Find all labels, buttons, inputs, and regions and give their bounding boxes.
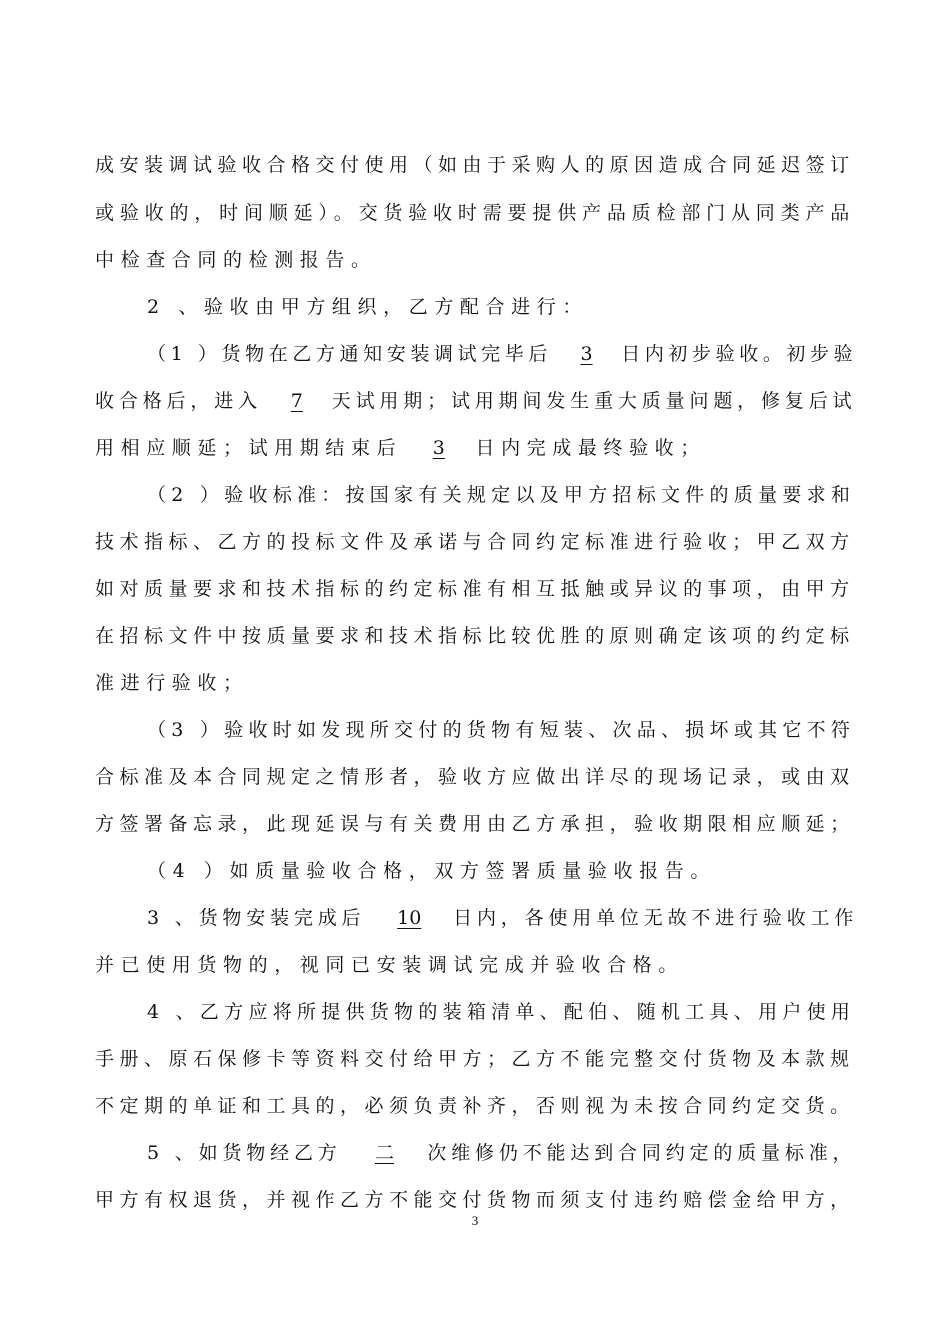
text-line: 收合格后，进入 7 天试用期；试用期间发生重大质量问题，修复后试	[95, 390, 857, 412]
filled-blank: 7	[290, 390, 303, 412]
text-line: 手册、原石保修卡等资料交付给甲方；乙方不能完整交付货物及本款规	[95, 1048, 855, 1070]
text-line: 4 、乙方应将所提供货物的装箱清单、配伯、随机工具、用户使用	[147, 1001, 856, 1023]
text-line: 或验收的，时间顺延）。交货验收时需要提供产品质检部门从同类产品	[95, 202, 856, 224]
filled-blank: 3	[432, 437, 445, 459]
text-line: 在招标文件中按质量要求和技术指标比较优胜的原则确定该项的约定标	[95, 625, 855, 647]
text-line: 甲方有权退货，并视作乙方不能交付货物而须支付违约赔偿金给甲方，	[95, 1189, 855, 1211]
text-line: 合标准及本合同规定之情形者，验收方应做出详尽的现场记录，或由双	[95, 766, 855, 788]
text-line: 中检查合同的检测报告。	[95, 249, 377, 271]
filled-blank: 二	[375, 1142, 395, 1164]
text-line: （1 ）货物在乙方通知安装调试完毕后 3 日内初步验收。初步验	[147, 343, 858, 365]
text-line: 5 、如货物经乙方 二 次维修仍不能达到合同约定的质量标准，	[147, 1142, 857, 1164]
filled-blank: 3	[580, 343, 593, 365]
text-line: 准进行验收；	[95, 672, 249, 694]
text-line: 不定期的单证和工具的，必须负责补齐，否则视为未按合同约定交货。	[95, 1095, 855, 1117]
text-line: 3 、货物安装完成后 10 日内，各使用单位无故不进行验收工作	[147, 907, 859, 929]
text-line: 并已使用货物的，视同已安装调试完成并验收合格。	[95, 954, 684, 976]
text-line: （3 ）验收时如发现所交付的货物有短装、次品、损坏或其它不符	[147, 719, 856, 741]
text-line: 如对质量要求和技术指标的约定标准有相互抵触或异议的事项，由甲方	[95, 578, 855, 600]
page-number: 3	[471, 1213, 479, 1228]
text-line: 2 、验收由甲方组织，乙方配合进行：	[147, 296, 588, 318]
text-line: 成安装调试验收合格交付使用（如由于采购人的原因造成合同延迟签订	[95, 154, 855, 176]
text-line: （4 ）如质量验收合格，双方签署质量验收报告。	[147, 860, 716, 882]
text-line: 方签署备忘录，此现延误与有关费用由乙方承担，验收期限相应顺延；	[95, 813, 855, 835]
text-line: （2 ）验收标准：按国家有关规定以及甲方招标文件的质量要求和	[147, 484, 856, 506]
text-line: 技术指标、乙方的投标文件及承诺与合同约定标准进行验收；甲乙双方	[95, 531, 855, 553]
filled-blank: 10	[397, 907, 422, 929]
text-line: 用相应顺延；试用期结束后 3 日内完成最终验收；	[95, 437, 706, 459]
